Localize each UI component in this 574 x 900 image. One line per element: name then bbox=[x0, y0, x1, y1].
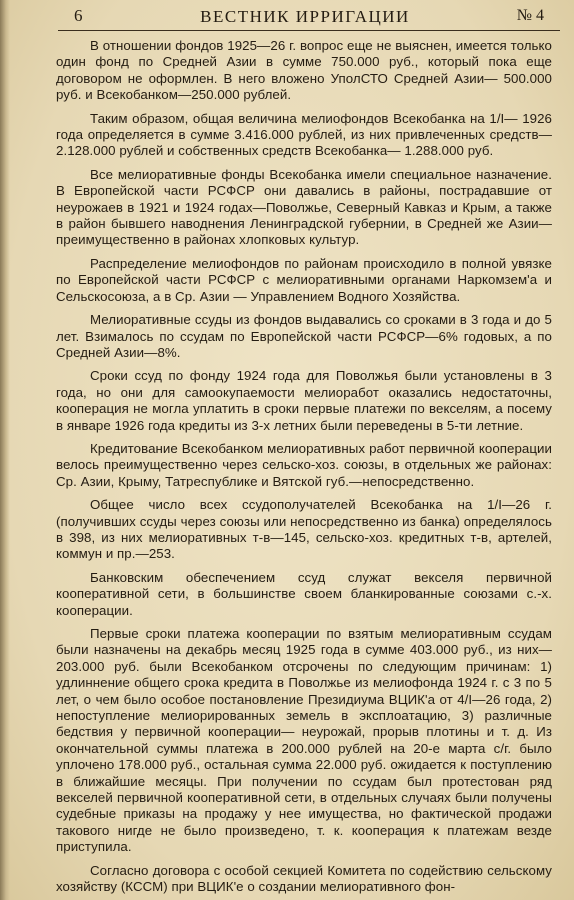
page-number: 6 bbox=[74, 6, 83, 25]
running-header bbox=[58, 6, 552, 28]
paragraph-borrowers: Общее число всех ссудополучателей Всекобанка на 1/I—26 г. (получивших ссуды через союзы или непосредственно из банка) определялось в 398, из них мелиоративных т-в—145, сельско-хоз. кредитных т-в, артелей, коммун и пр.—253. bbox=[56, 497, 552, 562]
issue-number: № 4 bbox=[516, 7, 544, 24]
paragraph-fund-distribution: Распределение мелиофондов по районам происходило в полной увязке по Европейской части РСФСР с мелиоративными органами Наркомзем'а и Сельскосоюза, а в Ср. Азии — Управлением Водного Хозяйства. bbox=[56, 255, 552, 304]
paragraph-repayments: Первые сроки платежа кооперации по взятым мелиоративным ссудам были назначены на декабрь месяц 1925 года в сумме 403.000 руб., из них—203.000 руб. были Всекобанком отсрочены по следующим причинам: 1) удлиннение общего срока кредита в Поволжье из мелиофонда 1924 г. с 3 по 5 лет, о чем было особое постановление Президиума ВЦИК'а от 4/I—26 года, 2) непоступление мелиорированных земель в эксплоатацию, 3) различные бедствия у первичной кооперации— неурожай, прорыв плотины и т. д. Из окончательной суммы платежа в 200.000 рублей на 20-е марта с/г. было уплочено 178.000 руб., остальная сумма 22.000 руб. ожидается к поступлению в ближайшие месяцы. При получении по ссудам был протестован ряд векселей первичной кооперативной сети, в отдельных случаях были получены судебные приказы на продажу у нее имущества, но фактической продажи такового нигде не было произведено, т. к. кооперация к платежам везде приступила. bbox=[56, 626, 552, 855]
paragraph-total-funds: Таким образом, общая величина мелиофондов Всекобанка на 1/I— 1926 года определяется в сумме 3.416.000 рублей, из них привлеченных средств—2.128.000 рублей и собственных средств Всекобанка— 1.288.000 руб. bbox=[56, 110, 552, 159]
paragraph-volga-terms: Сроки ссуд по фонду 1924 года для Поволжья были установлены в 3 года, но они для самоокупаемости мелиоработ оказались недостаточны, кооперация не могла уплатить в сроки первые платежи по векселям, а посему в январе 1926 года кредиты из 3-х летних были переведены в 5-ти летние. bbox=[56, 368, 552, 433]
journal-title: ВЕСТНИК ИРРИГАЦИИ bbox=[200, 7, 410, 26]
article-body bbox=[56, 38, 552, 900]
paragraph-crediting: Кредитование Всекобанком мелиоративных работ первичной кооперации велось преимущественно через сельско-хоз. союзы, в отдельных же районах: Ср. Азии, Крыму, Татреспублике и Вятской губ.—непосредственно. bbox=[56, 440, 552, 489]
page-binding-edge bbox=[0, 0, 10, 900]
paragraph-collateral: Банковским обеспечением ссуд служат векселя первичной кооперативной сети, в большинстве своем бланкированные союзами с.-х. кооперации. bbox=[56, 569, 552, 618]
header-divider bbox=[58, 30, 560, 31]
paragraph-kssm-agreement: Согласно договора с особой секцией Комитета по содействию сельскому хозяйству (КССМ) при ВЦИК'е о создании мелиоративного фон- bbox=[56, 862, 552, 895]
paragraph-loan-terms: Мелиоративные ссуды из фондов выдавались со сроками в 3 года и до 5 лет. Взималось по ссудам по Европейской части РСФСР—6% годовых, а по Средней Азии—8%. bbox=[56, 312, 552, 360]
paragraph-funds-1925: В отношении фондов 1925—26 г. вопрос еще не выяснен, имеется только один фонд по Средней Азии в сумме 750.000 руб., который пока еще договором не оформлен. В него вложено УполСТО Средней Азии— 500.000 руб. и Всекобанком—250.000 рублей. bbox=[56, 38, 552, 103]
paragraph-fund-purpose: Все мелиоративные фонды Всекобанка имели специальное назначение. В Европейской части РСФСР они давались в районы, пострадавшие от неурожаев в 1921 и 1924 годах—Поволжье, Северный Кавказ и Крым, а также в район бывшего наводнения Ленинградской губернии, в Средней же Азии—преимущественно в районах хлопковых культур. bbox=[56, 166, 552, 248]
